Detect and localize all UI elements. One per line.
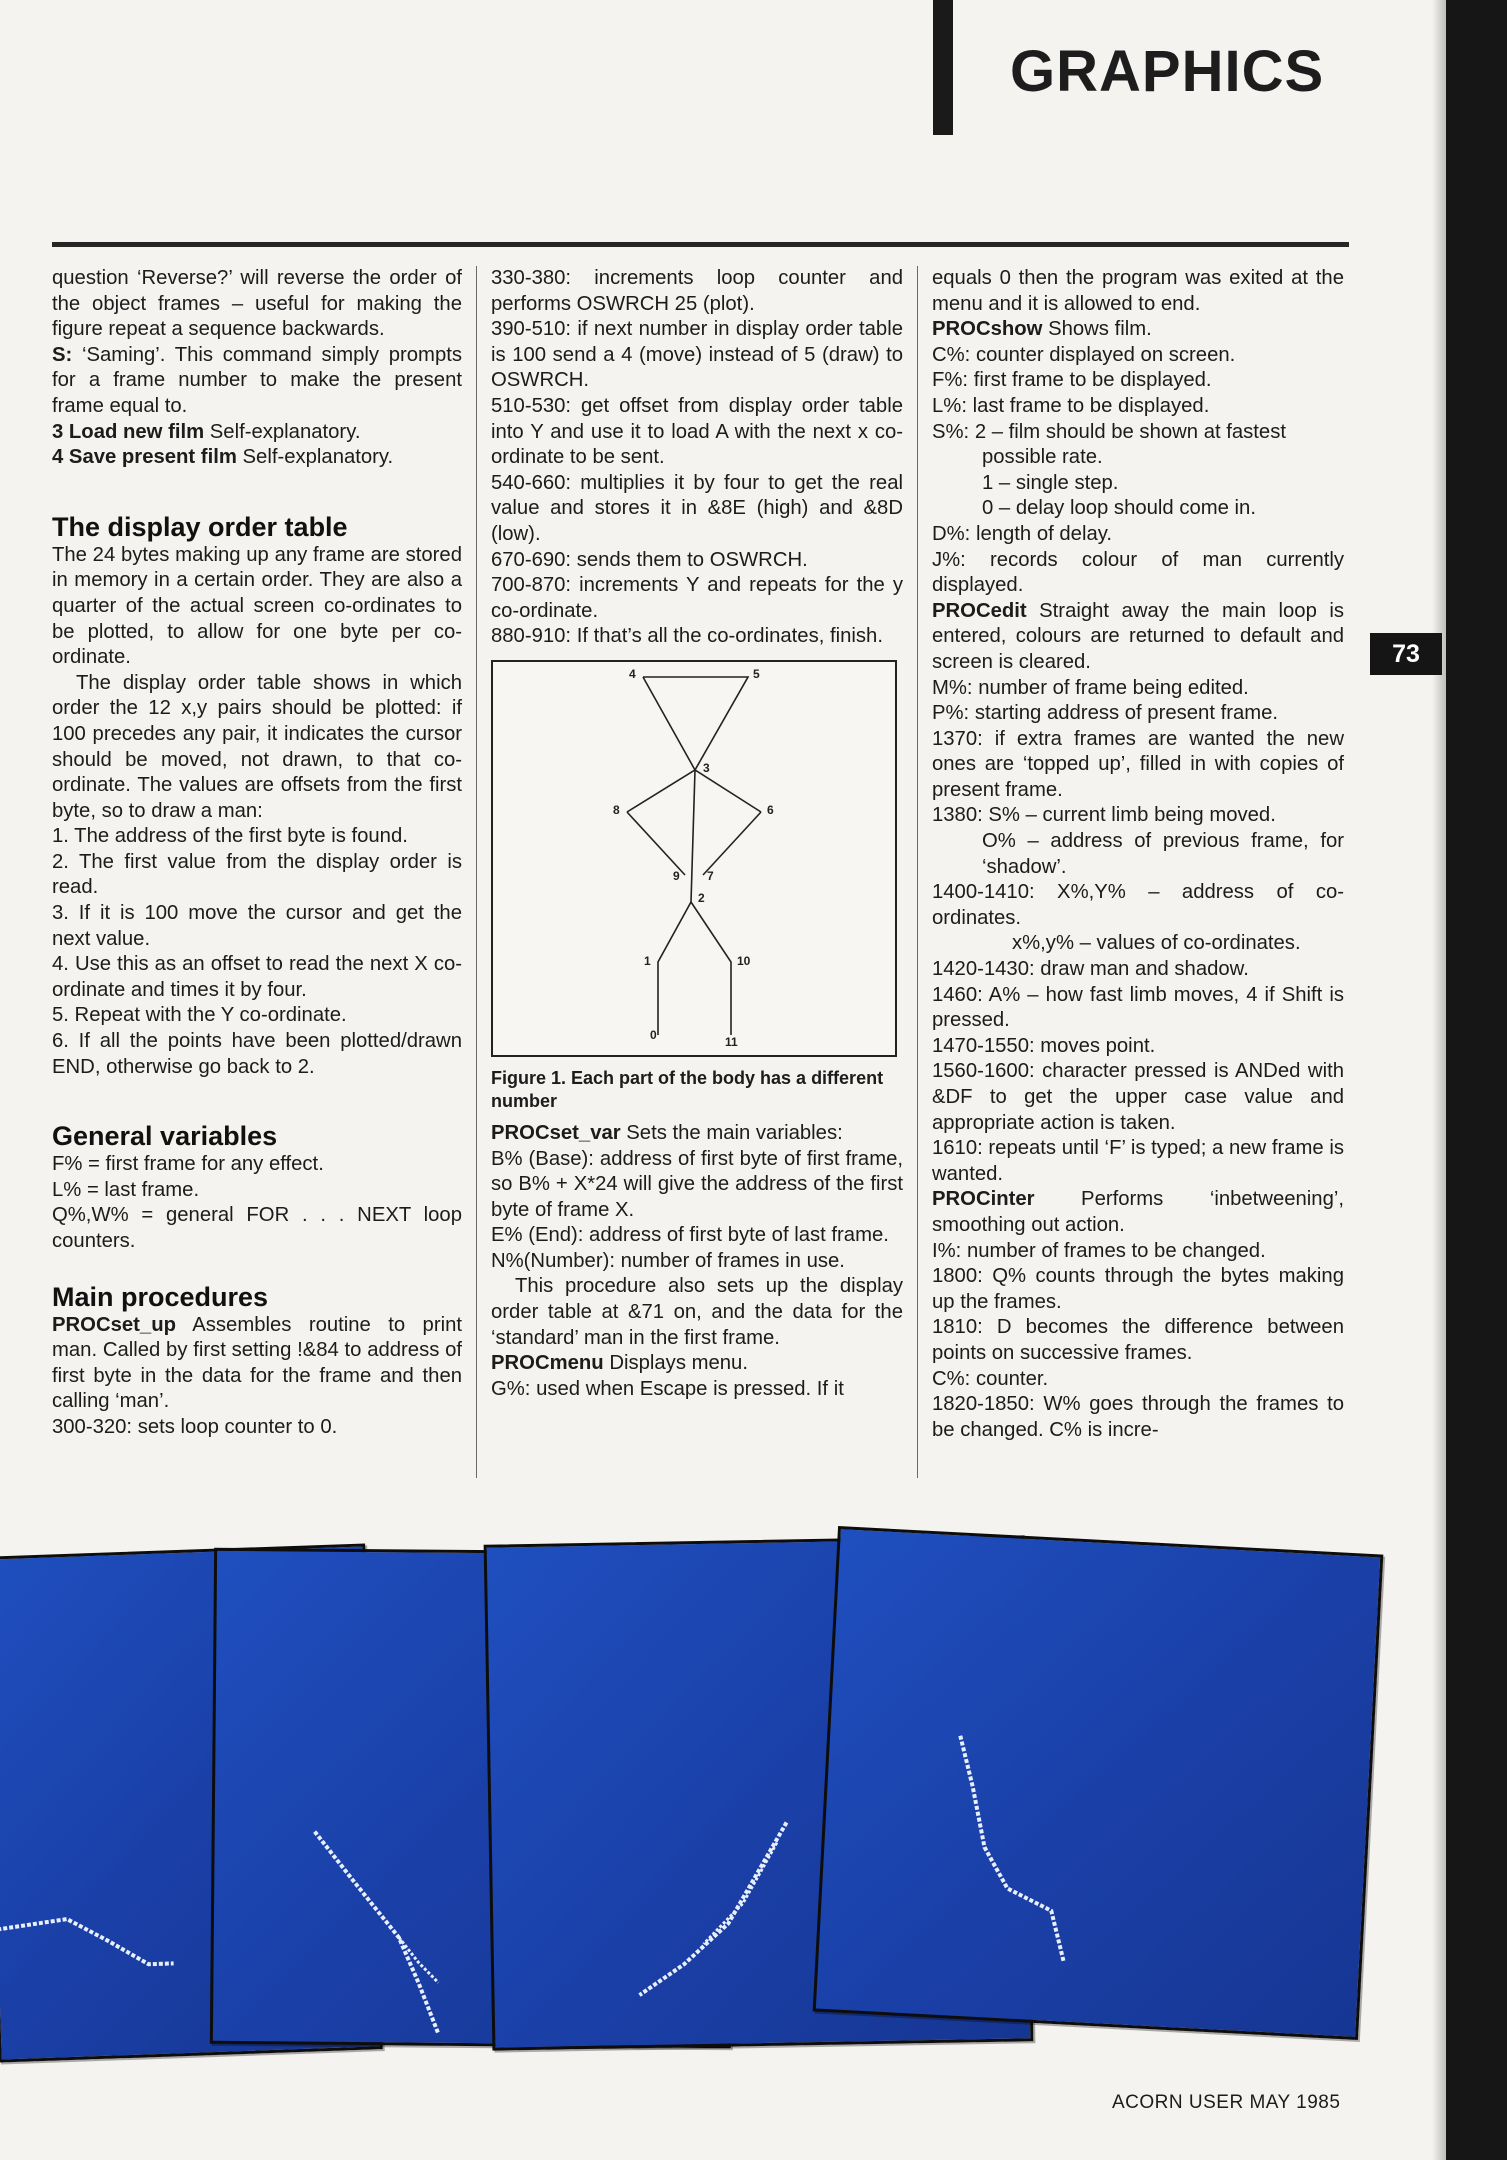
list-item: M%: number of frame being edited. <box>932 676 1249 699</box>
list-item: 1810: D becomes the difference between points on successive frames. <box>932 1316 1344 1364</box>
subheading: General variables <box>52 1121 278 1152</box>
point-label: 9 <box>673 868 680 883</box>
list-item: 300-320: sets loop counter to 0. <box>52 1415 338 1438</box>
list-item: 540-660: multiplies it by four to get the real value and stores it in &8E (high) and &8D (low). <box>491 471 903 545</box>
screen-photo <box>813 1526 1384 2040</box>
text: Performs ‘inbetweening’, smoothing out action. <box>932 1188 1344 1236</box>
text: ‘Saming’. This command simply prompts for a frame number to make the present frame equal to. <box>52 343 462 417</box>
list-item: 1560-1600: character pressed is ANDed with &DF to get the upper case value and appropriate action is taken. <box>932 1060 1344 1134</box>
list-item: L% = last frame. <box>52 1178 200 1201</box>
paragraph <box>52 1313 462 1415</box>
paragraph: The display order table shows in which order the 12 x,y pairs should be plotted: if 100 precedes any pair, it indicates the cursor should be moved, not drawn, to that co-ordinate. The values are offsets from the first byte, so to draw a man: <box>52 671 462 822</box>
list-item: possible rate. <box>982 446 1103 469</box>
text-column-2 <box>491 266 903 1402</box>
paragraph <box>52 445 462 471</box>
list-item: 1460: A% – how fast limb moves, 4 if Shift is pressed. <box>932 983 1344 1032</box>
subheading: The display order table <box>52 511 348 542</box>
list-item: 880-910: If that’s all the co-ordinates, finish. <box>491 625 883 648</box>
point-label: 3 <box>703 760 710 775</box>
text-column-3 <box>932 266 1344 1443</box>
list-item: 2. The first value from the display order is read. <box>52 850 462 899</box>
paragraph <box>52 343 462 420</box>
paragraph <box>932 599 1344 676</box>
list-item: D%: length of delay. <box>932 522 1113 545</box>
list-item: 1400-1410: X%,Y% – address of co-ordinates. <box>932 881 1344 929</box>
list-item: C%: counter. <box>932 1367 1049 1390</box>
list-item: 6. If all the points have been plotted/drawn END, otherwise go back to 2. <box>52 1030 462 1078</box>
text-column-1 <box>52 266 462 1441</box>
paragraph <box>491 1351 903 1377</box>
page-number-tab: 73 <box>1370 633 1442 675</box>
stick-man-frame <box>816 1529 1380 2037</box>
list-item: E% (End): address of first byte of last frame. <box>491 1224 889 1247</box>
list-item: J%: records colour of man currently displayed. <box>932 548 1344 597</box>
stick-man-diagram <box>493 662 893 1055</box>
list-item: F% = first frame for any effect. <box>52 1153 324 1176</box>
list-item: 670-690: sends them to OSWRCH. <box>491 548 808 571</box>
list-item: 5. Repeat with the Y co-ordinate. <box>52 1004 347 1027</box>
list-item: F%: first frame to be displayed. <box>932 369 1212 392</box>
point-label: 5 <box>753 666 760 681</box>
list-item: P%: starting address of present frame. <box>932 702 1279 725</box>
term: PROCmenu <box>491 1352 604 1375</box>
text: Self-explanatory. <box>204 420 361 443</box>
paragraph <box>491 1121 903 1147</box>
column-divider <box>917 266 918 1478</box>
term: PROCedit <box>932 599 1027 622</box>
text: Assembles routine to print man. Called by first setting !&84 to address of first byte in the data for the frame and then calling ‘man’. <box>52 1313 462 1413</box>
paragraph: equals 0 then the program was exited at the menu and it is allowed to end. <box>932 267 1344 315</box>
list-item: 1820-1850: W% goes through the frames to be changed. C% is incre- <box>932 1393 1344 1441</box>
list-item: 330-380: increments loop counter and performs OSWRCH 25 (plot). <box>491 267 903 315</box>
term: S: <box>52 343 73 366</box>
point-label: 0 <box>650 1027 657 1042</box>
term: PROCshow <box>932 318 1043 341</box>
paragraph: question ‘Reverse?’ will reverse the order of the object frames – useful for making the figure repeat a sequence backwards. <box>52 267 462 341</box>
list-item: G%: used when Escape is pressed. If it <box>491 1377 844 1400</box>
magazine-footer: ACORN USER MAY 1985 <box>1112 2092 1341 2113</box>
figure-caption: Figure 1. Each part of the body has a different number <box>491 1067 884 1111</box>
list-item: 0 – delay loop should come in. <box>982 497 1256 520</box>
list-item: 510-530: get offset from display order table into Y and use it to load A with the next x co-ordinate to be sent. <box>491 394 903 469</box>
list-item: I%: number of frames to be changed. <box>932 1239 1266 1262</box>
list-item: C%: counter displayed on screen. <box>932 343 1236 366</box>
header-rule <box>52 242 1349 247</box>
point-label: 2 <box>698 890 705 905</box>
term: 4 Save present film <box>52 446 237 469</box>
term: PROCinter <box>932 1188 1035 1211</box>
list-item: 1610: repeats until ‘F’ is typed; a new frame is wanted. <box>932 1137 1344 1185</box>
text: Self-explanatory. <box>236 446 394 469</box>
text: Shows film. <box>1042 318 1152 341</box>
binding-spine <box>1446 0 1507 2160</box>
point-label: 8 <box>613 802 620 817</box>
list-item: S%: 2 – film should be shown at fastest <box>932 420 1286 443</box>
list-item: x%,y% – values of co-ordinates. <box>1012 932 1301 955</box>
point-label: 10 <box>737 953 751 968</box>
paragraph: This procedure also sets up the display order table at &71 on, and the data for the ‘standard’ man in the first frame. <box>491 1275 903 1349</box>
figure-1-stick-man <box>491 660 897 1057</box>
list-item: O% – address of previous frame, for ‘shadow’. <box>982 830 1344 878</box>
list-item: 390-510: if next number in display order table is 100 send a 4 (move) instead of 5 (draw) to OSWRCH. <box>491 318 903 392</box>
list-item: 700-870: increments Y and repeats for the y co-ordinate. <box>491 574 903 622</box>
paragraph: The 24 bytes making up any frame are stored in memory in a certain order. They are also a quarter of the actual screen co-ordinates to be plotted, to allow for one byte per co-ordinate. <box>52 543 462 669</box>
list-item: 1 – single step. <box>982 471 1119 494</box>
header-bar <box>933 0 953 135</box>
screen-photographs <box>0 1510 1446 2070</box>
list-item: 1. The address of the first byte is found. <box>52 825 408 848</box>
point-label: 6 <box>767 802 774 817</box>
subheading: Main procedures <box>52 1281 269 1312</box>
paragraph <box>932 1187 1344 1238</box>
list-item: 1470-1550: moves point. <box>932 1034 1156 1057</box>
paragraph <box>932 317 1344 343</box>
list-item: 1800: Q% counts through the bytes making up the frames. <box>932 1265 1344 1313</box>
list-item: 1370: if extra frames are wanted the new ones are ‘topped up’, filled in with copies of present frame. <box>932 727 1344 801</box>
list-item: N%(Number): number of frames in use. <box>491 1249 845 1272</box>
text: Displays menu. <box>603 1352 748 1375</box>
point-label: 11 <box>725 1034 738 1049</box>
term: PROCset_up <box>52 1313 176 1336</box>
point-label: 1 <box>644 953 651 968</box>
text: Straight away the main loop is entered, colours are returned to default and screen is cleared. <box>932 599 1344 673</box>
list-item: B% (Base): address of first byte of first frame, so B% + X*24 will give the address of the first byte of frame X. <box>491 1147 903 1221</box>
text: Sets the main variables: <box>620 1121 843 1144</box>
list-item: L%: last frame to be displayed. <box>932 394 1210 417</box>
column-divider <box>476 266 477 1478</box>
list-item: 1380: S% – current limb being moved. <box>932 804 1276 827</box>
point-label: 7 <box>707 868 714 883</box>
list-item: 3. If it is 100 move the cursor and get the next value. <box>52 902 462 950</box>
point-label: 4 <box>629 666 636 681</box>
paragraph <box>52 420 462 446</box>
list-item: 4. Use this as an offset to read the next X co-ordinate and times it by four. <box>52 953 462 1001</box>
list-item: Q%,W% = general FOR . . . NEXT loop counters. <box>52 1204 462 1252</box>
term: 3 Load new film <box>52 420 205 443</box>
term: PROCset_var <box>491 1121 621 1144</box>
section-title: GRAPHICS <box>1010 39 1325 104</box>
list-item: 1420-1430: draw man and shadow. <box>932 958 1249 981</box>
